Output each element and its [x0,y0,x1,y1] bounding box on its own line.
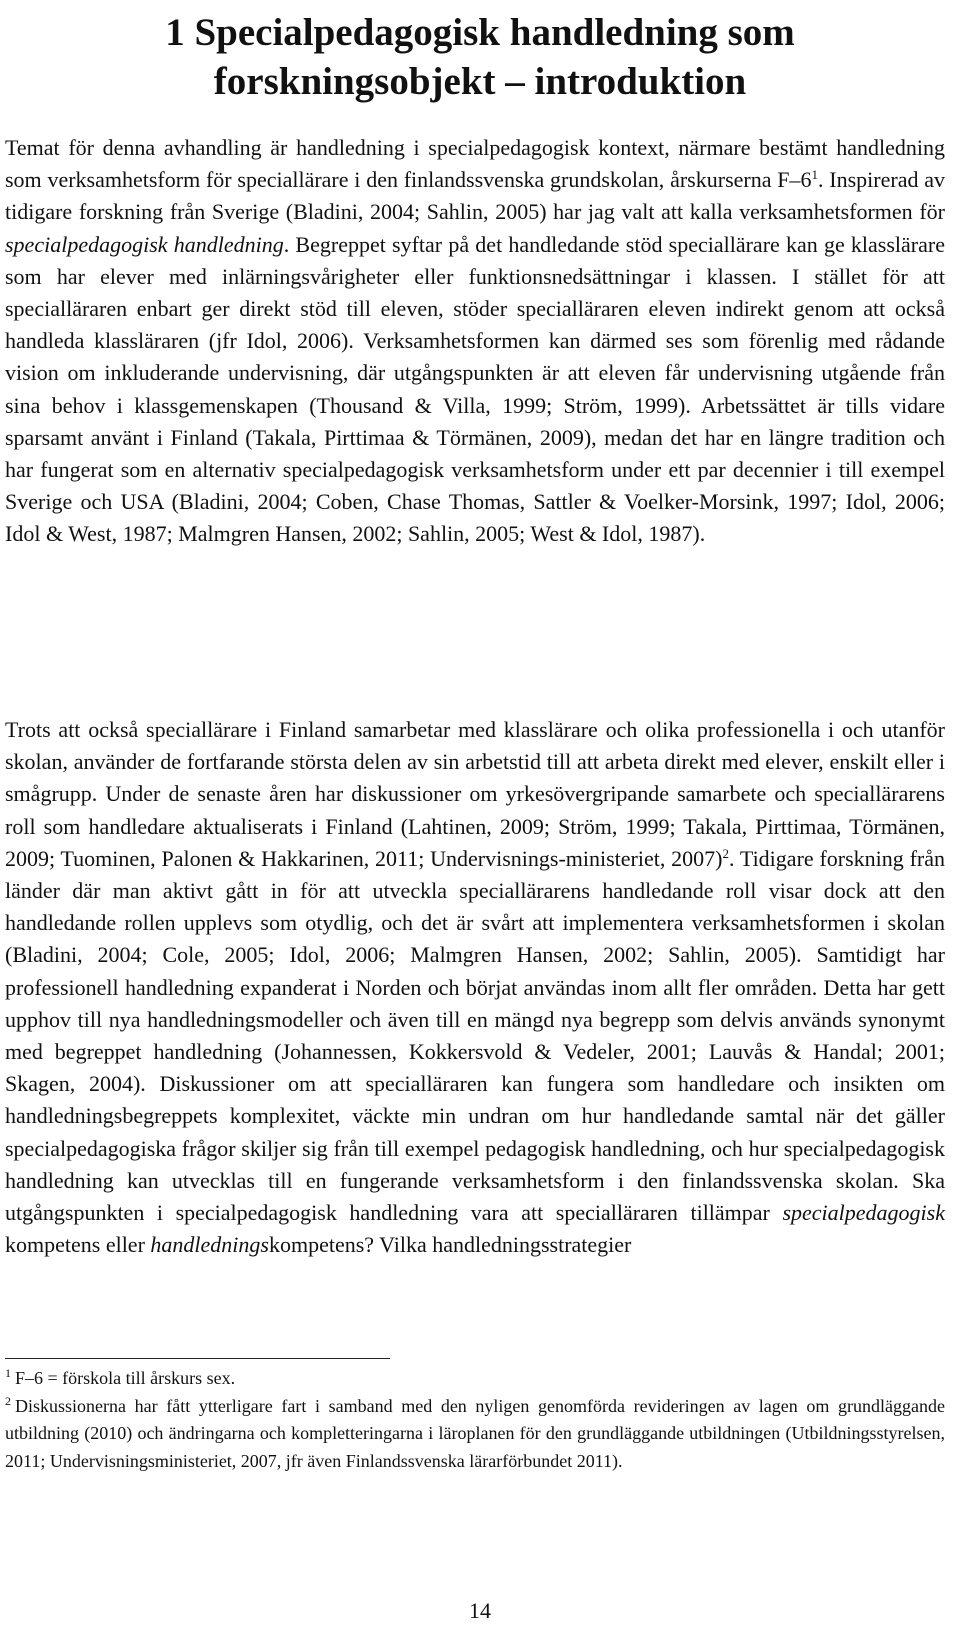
footnotes [5,1365,945,1475]
footnote-1-mark: 1 [5,1366,11,1380]
page-number: 14 [469,1598,491,1623]
footnote-ref-1[interactable]: 1 [811,167,818,183]
footnote-2-text: Diskussionerna har fått ytterligare fart i samband med den nyligen genomförda revideringen av lagen om grundläggande utbildning (2010) och ändringarna och kompletteringarna i läroplanen för den grundläggande utbildningen (Utbildningsstyrelsen, 2011; Undervisningsministeriet, 2007, jfr även Finlandssvenska lärarförbundet 2011). [5,1395,945,1471]
footnote-1-text: F–6 = förskola till årskurs sex. [15,1368,236,1388]
para2-emphasis-1: specialpedagogisk [782,1200,945,1226]
para2-text-b: . Tidigare forskning från länder där man aktivt gått in för att utveckla speciallärarens handledande roll visar dock att den handledande rollen upplevs som otydlig, och det är svårt att implementera verksamhetsformen i skolan (Bladini, 2004; Cole, 2005; Idol, 2006; Malmgren Hansen, 2002; Sahlin, 2005). Samtidigt har professionell handledning expanderat i Norden och börjat användas inom allt fler områden. Detta har gett upphov till nya handledningsmodeller och även till en mängd nya begrepp som delvis används synonymt med begreppet handledning (Johannessen, Kokkersvold & Vedeler, 2001; Lauvås & Handal; 2001; Skagen, 2004). Diskussioner om att specialläraren kan fungera som handledare och insikten om handledningsbegreppets komplexitet, väckte min undran om hur handledande samtal när det gäller specialpedagogiska frågor skiljer sig från till exempel pedagogisk handledning, och hur specialpedagogisk handledning kan utvecklas till en fungerande verksamhetsform i den finlandssvenska skolan. Ska utgångspunkten i specialpedagogisk handledning vara att specialläraren tillämpar [5,845,946,1226]
chapter-title: 1 Specialpedagogisk handledning som forskningsobjekt – introduktion [165,11,795,103]
para2-text-c: kompetens eller [5,1232,151,1258]
para2-text-a: Trots att också speciallärare i Finland samarbetar med klasslärare och olika professionella i och utanför skolan, använder de fortfarande största delen av sin arbetstid till att arbeta direkt med elever, enskilt eller i smågrupp. Under de senaste åren har diskussioner om yrkesövergripande samarbete och speciallärarens roll som handledare aktualiserats i Finland (Lahtinen, 2009; Ström, 1999; Takala, Pirttimaa, Törmänen, 2009; Tuominen, Palonen & Hakkarinen, 2011; Undervisnings-ministeriet, 2007) [5,717,945,871]
footnote-2-mark: 2 [5,1393,11,1408]
para2-emphasis-2: handlednings [150,1232,269,1258]
footnote-1 [5,1365,945,1393]
para1-emphasis: specialpedagogisk handledning [5,231,284,257]
para1-text-a: Temat för denna avhandling är handledning i specialpedagogisk kontext, närmare bestämt handledning som verksamhetsform för speciallärare i den finlandssvenska grundskolan, årskurserna F–6 [5,135,945,193]
body-paragraph-1 [5,132,945,551]
para2-text-d: kompetens? Vilka handledningsstrategier [268,1232,632,1258]
body-paragraph-2 [5,714,945,1261]
para1-text-c: . Begreppet syftar på det handledande stöd speciallärare kan ge klasslärare som har elever med inlärningsvårigheter eller funktionsnedsättningar i klassen. I stället för att specialläraren enbart ger direkt stöd till eleven, stöder specialläraren eleven indirekt genom att också handleda klassläraren (jfr Idol, 2006). Verksamhetsformen kan därmed ses som förenlig med rådande vision om inkluderande undervisning, där utgångspunkten är att eleven får undervisning utgående från sina behov i klassgemenskapen (Thousand & Villa, 1999; Ström, 1999). Arbetssättet är tills vidare sparsamt använt i Finland (Takala, Pirttimaa & Törmänen, 2009), medan det har en längre tradition och har fungerat som en alternativ specialpedagogisk verksamhetsform under ett par decennier i till exempel Sverige och USA (Bladini, 2004; Coben, Chase Thomas, Sattler & Voelker-Morsink, 1997; Idol, 2006; Idol & West, 1987; Malmgren Hansen, 2002; Sahlin, 2005; West & Idol, 1987). [5,231,945,547]
footnote-2 [5,1393,945,1476]
footnote-divider [5,1358,390,1359]
footnote-ref-2[interactable]: 2 [722,845,729,861]
para1-text-b: . Inspirerad av tidigare forskning från Sverige (Bladini, 2004; Sahlin, 2005) har jag valt att kalla verksamhetsformen för [5,167,946,225]
